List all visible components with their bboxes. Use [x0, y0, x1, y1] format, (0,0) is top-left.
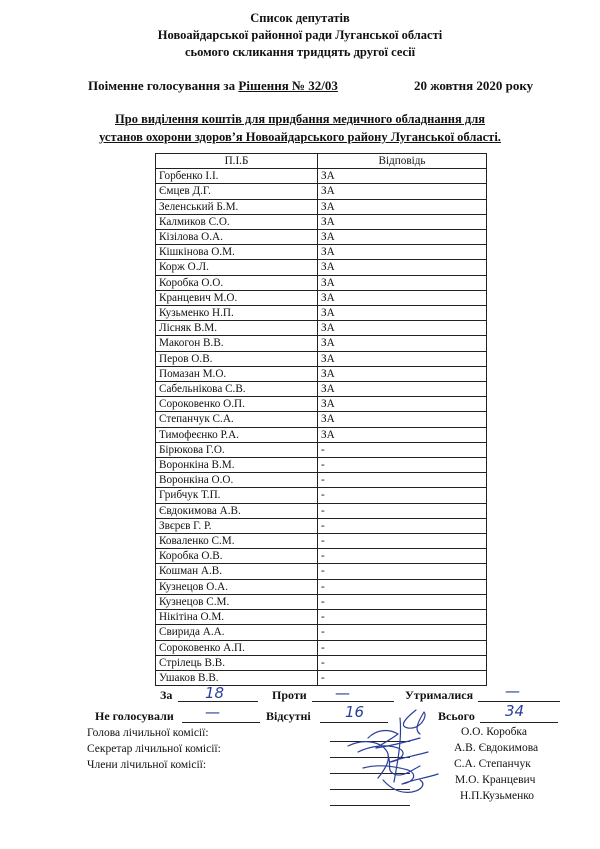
deputy-name-cell: Сабельнікова С.В.: [156, 382, 318, 397]
answer-cell: ЗА: [318, 336, 487, 351]
deputy-name-cell: Лісняк В.М.: [156, 321, 318, 336]
deputy-name-cell: Кранцевич М.О.: [156, 290, 318, 305]
answer-cell: ЗА: [318, 199, 487, 214]
answer-cell: ЗА: [318, 427, 487, 442]
deputy-name-cell: Воронкіна В.М.: [156, 458, 318, 473]
table-row: [156, 351, 487, 366]
table-body: [156, 169, 487, 686]
council-name: Новоайдарської районної ради Луганської області: [157, 28, 443, 42]
proty-label: Проти: [272, 688, 307, 702]
deputy-name-cell: Степанчук С.А.: [156, 412, 318, 427]
table-row: [156, 625, 487, 640]
za-label: За: [160, 688, 173, 702]
deputy-name-cell: Воронкіна О.О.: [156, 473, 318, 488]
vsogo-underline: [480, 722, 558, 723]
answer-cell: ЗА: [318, 184, 487, 199]
table-row: [156, 321, 487, 336]
deputy-name-cell: Кішкінова О.М.: [156, 245, 318, 260]
answer-cell: -: [318, 610, 487, 625]
answer-cell: -: [318, 473, 487, 488]
deputy-name-cell: Тимофеєнко Р.А.: [156, 427, 318, 442]
deputy-name-cell: Помазан М.О.: [156, 366, 318, 381]
table-row: [156, 382, 487, 397]
za-value: 18: [205, 684, 225, 702]
answer-cell: ЗА: [318, 366, 487, 381]
table-header-row: [156, 154, 487, 169]
ne-golosuvaly-label: Не голосували: [95, 709, 174, 723]
deputy-name-cell: Свирида А.А.: [156, 625, 318, 640]
utrym-value: —: [505, 682, 520, 700]
table-row: [156, 655, 487, 670]
deputy-name-cell: Сороковенко О.П.: [156, 397, 318, 412]
table-row: [156, 184, 487, 199]
deputy-name-cell: Коваленко С.М.: [156, 534, 318, 549]
deputy-name-cell: Кізілова О.А.: [156, 230, 318, 245]
table-row: [156, 214, 487, 229]
answer-cell: -: [318, 442, 487, 457]
table-row: [156, 610, 487, 625]
answer-cell: -: [318, 670, 487, 685]
deputy-name-cell: Бірюкова Г.О.: [156, 442, 318, 457]
table-row: [156, 230, 487, 245]
table-row: [156, 579, 487, 594]
answer-cell: ЗА: [318, 214, 487, 229]
table-row: [156, 549, 487, 564]
session-name: сьомого скликання тридцять другої сесії: [184, 45, 416, 59]
answer-cell: -: [318, 625, 487, 640]
table-row: [156, 169, 487, 184]
table-row: [156, 594, 487, 609]
answer-cell: -: [318, 503, 487, 518]
deputy-name-cell: Ємцев Д.Г.: [156, 184, 318, 199]
answer-cell: ЗА: [318, 321, 487, 336]
commission-secretary-label: Секретар лічильної комісії:: [87, 743, 221, 755]
vote-date: 20 жовтня 2020 року: [414, 78, 534, 93]
table-row: [156, 640, 487, 655]
answer-cell: -: [318, 640, 487, 655]
answer-cell: ЗА: [318, 351, 487, 366]
table-row: [156, 260, 487, 275]
answer-cell: -: [318, 488, 487, 503]
deputy-name-cell: Корж О.Л.: [156, 260, 318, 275]
answer-cell: ЗА: [318, 260, 487, 275]
utrym-label: Утрималися: [405, 688, 474, 702]
deputy-name-cell: Горбенко І.І.: [156, 169, 318, 184]
commission-name-4: М.О. Кранцевич: [455, 774, 536, 786]
answer-cell: ЗА: [318, 230, 487, 245]
answer-cell: ЗА: [318, 275, 487, 290]
commission-name-1: О.О. Коробка: [461, 726, 527, 738]
deputy-name-cell: Перов О.В.: [156, 351, 318, 366]
table-row: [156, 458, 487, 473]
deputy-name-cell: Зеленський Б.М.: [156, 199, 318, 214]
commission-name-3: С.А. Степанчук: [454, 758, 531, 770]
answer-cell: ЗА: [318, 382, 487, 397]
table-row: [156, 290, 487, 305]
handwritten-signatures: [328, 708, 458, 803]
decision-number: Рішення № 32/03: [238, 78, 338, 93]
table-row: [156, 427, 487, 442]
answer-cell: -: [318, 458, 487, 473]
answer-cell: -: [318, 518, 487, 533]
topic-line-2: установ охорони здоров’я Новоайдарського району Луганської області.: [99, 130, 501, 144]
roll-call-table: [155, 153, 487, 686]
table-row: [156, 564, 487, 579]
answer-cell: ЗА: [318, 397, 487, 412]
answer-cell: ЗА: [318, 412, 487, 427]
vote-title: [88, 78, 338, 94]
deputy-name-cell: Калмиков С.О.: [156, 214, 318, 229]
deputy-name-cell: Ушаков В.В.: [156, 670, 318, 685]
deputy-name-cell: Коробка О.В.: [156, 549, 318, 564]
column-header-name: П.І.Б: [156, 154, 318, 169]
column-header-answer: Відповідь: [318, 154, 487, 169]
deputy-name-cell: Сороковенко А.П.: [156, 640, 318, 655]
deputy-name-cell: Кошман А.В.: [156, 564, 318, 579]
proty-value: —: [335, 684, 350, 702]
answer-cell: -: [318, 534, 487, 549]
answer-cell: -: [318, 564, 487, 579]
commission-members-label: Члени лічильної комісії:: [87, 759, 207, 771]
table-row: [156, 397, 487, 412]
table-row: [156, 245, 487, 260]
answer-cell: ЗА: [318, 290, 487, 305]
table-row: [156, 503, 487, 518]
deputy-name-cell: Євдокимова А.В.: [156, 503, 318, 518]
commission-name-5: Н.П.Кузьменко: [460, 790, 534, 802]
vsogo-label: Всього: [438, 709, 475, 723]
table-row: [156, 275, 487, 290]
deputy-name-cell: Кузьменко Н.П.: [156, 306, 318, 321]
table-row: [156, 412, 487, 427]
proty-underline: [312, 701, 394, 702]
deputy-name-cell: Нікітіна О.М.: [156, 610, 318, 625]
deputy-name-cell: Грибчук Т.П.: [156, 488, 318, 503]
answer-cell: ЗА: [318, 169, 487, 184]
deputy-name-cell: Кузнецов С.М.: [156, 594, 318, 609]
deputy-name-cell: Макогон В.В.: [156, 336, 318, 351]
answer-cell: -: [318, 549, 487, 564]
table-row: [156, 366, 487, 381]
signature-line-5: [330, 805, 410, 806]
doc-title: Список депутатів: [250, 11, 350, 25]
vote-label: Поіменне голосування за: [88, 78, 236, 93]
topic-line-1: Про виділення коштів для придбання медичного обладнання для: [115, 112, 485, 126]
deputy-name-cell: Стрілець В.В.: [156, 655, 318, 670]
table-row: [156, 199, 487, 214]
deputy-name-cell: Кузнецов О.А.: [156, 579, 318, 594]
vidsutni-value: 16: [345, 703, 365, 721]
deputy-name-cell: Коробка О.О.: [156, 275, 318, 290]
commission-name-2: А.В. Євдокимова: [454, 742, 539, 754]
table-row: [156, 336, 487, 351]
answer-cell: -: [318, 594, 487, 609]
ne-golosuvaly-underline: [182, 722, 260, 723]
vidsutni-label: Відсутні: [266, 709, 311, 723]
table-row: [156, 534, 487, 549]
commission-head-label: Голова лічильної комісії:: [87, 727, 209, 739]
table-row: [156, 306, 487, 321]
ne-golosuvaly-value: —: [205, 703, 220, 721]
table-row: [156, 488, 487, 503]
answer-cell: -: [318, 655, 487, 670]
answer-cell: -: [318, 579, 487, 594]
table-row: [156, 473, 487, 488]
answer-cell: ЗА: [318, 245, 487, 260]
deputy-name-cell: Звєрєв Г. Р.: [156, 518, 318, 533]
table-row: [156, 518, 487, 533]
answer-cell: ЗА: [318, 306, 487, 321]
table-row: [156, 442, 487, 457]
vsogo-value: 34: [505, 702, 525, 720]
